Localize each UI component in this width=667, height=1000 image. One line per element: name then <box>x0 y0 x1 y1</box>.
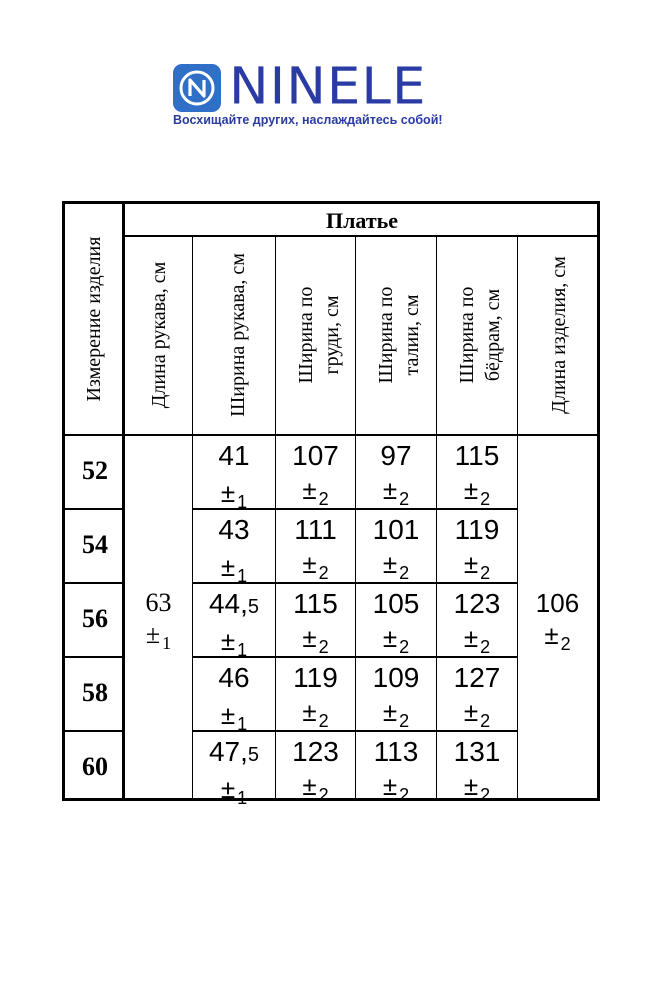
column-header-hips-width <box>454 229 506 441</box>
cell-tolerance: 2 <box>318 563 329 583</box>
plus-minus-sign: ± <box>463 697 479 727</box>
product-length-tolerance: 2 <box>560 634 571 654</box>
size-label: 52 <box>82 456 108 485</box>
product-length-value: 106 <box>535 588 580 618</box>
cell-value: 131 <box>453 736 501 767</box>
chest-cell <box>276 513 355 584</box>
plus-minus-sign: ± <box>382 549 398 579</box>
cell-value: 107 <box>292 440 339 471</box>
size-table <box>62 201 600 808</box>
chest-cell <box>276 587 355 658</box>
cell-tolerance: 2 <box>480 563 491 583</box>
plus-minus-sign: ± <box>463 475 479 505</box>
cell-tolerance: 2 <box>399 563 410 583</box>
plus-minus-sign: ± <box>382 475 398 505</box>
cell-tolerance: 1 <box>237 640 248 660</box>
hips-cell <box>437 439 517 510</box>
plus-minus-sign: ± <box>463 549 479 579</box>
column-header-hips-text: Ширина по бёдрам, см <box>456 286 504 384</box>
cell-value: 47, <box>208 736 248 767</box>
sleeve-length-value: 63 <box>145 588 172 617</box>
cell-tolerance: 1 <box>237 566 248 586</box>
plus-minus-sign: ± <box>220 478 236 508</box>
plus-minus-sign: ± <box>220 700 236 730</box>
hips-cell <box>437 661 517 732</box>
cell-value: 97 <box>380 440 412 471</box>
cell-value: 127 <box>453 662 501 693</box>
sleeve-length-tolerance: 1 <box>162 633 172 653</box>
sleeve-width-cell <box>193 439 275 513</box>
cell-tolerance: 2 <box>399 637 410 657</box>
waist-cell <box>356 513 436 584</box>
cell-value: 119 <box>454 514 500 545</box>
waist-cell <box>356 735 436 806</box>
cell-tolerance: 2 <box>399 785 410 805</box>
plus-minus-sign: ± <box>220 626 236 656</box>
plus-minus-sign: ± <box>302 549 317 579</box>
plus-minus-sign: ± <box>382 771 398 801</box>
brand-tagline: Восхищайте других, наслаждайтесь собой! <box>173 113 443 127</box>
plus-minus-sign: ± <box>382 697 398 727</box>
column-header-product-length: Длина изделия, см <box>548 256 570 414</box>
chest-cell <box>276 735 355 806</box>
cell-tolerance: 1 <box>237 788 248 808</box>
cell-value-decimal: 5 <box>247 744 260 766</box>
cell-value: 109 <box>372 662 420 693</box>
cell-value: 123 <box>292 736 339 767</box>
cell-tolerance: 2 <box>399 489 410 509</box>
hips-cell <box>437 513 517 584</box>
cell-value: 115 <box>293 588 338 619</box>
cell-value: 41 <box>218 440 250 471</box>
plus-minus-sign: ± <box>302 623 317 653</box>
plus-minus-sign: ± <box>463 623 479 653</box>
waist-cell <box>356 439 436 510</box>
plus-minus-sign: ± <box>544 620 559 650</box>
sleeve-length-cell <box>125 587 192 653</box>
cell-tolerance: 2 <box>318 785 329 805</box>
plus-minus-sign: ± <box>302 771 317 801</box>
brand-logo <box>173 58 503 116</box>
cell-tolerance: 1 <box>237 492 248 512</box>
sleeve-width-cell <box>193 513 275 587</box>
size-label: 56 <box>82 604 108 633</box>
cell-tolerance: 2 <box>318 711 329 731</box>
cell-value: 46 <box>218 662 250 693</box>
cell-value: 105 <box>372 588 420 619</box>
cell-tolerance: 2 <box>480 637 491 657</box>
size-label: 58 <box>82 678 108 707</box>
cell-tolerance: 2 <box>399 711 410 731</box>
cell-value: 119 <box>293 662 338 693</box>
plus-minus-sign: ± <box>463 771 479 801</box>
size-label: 54 <box>82 530 108 559</box>
row-header-label: Измерение изделия <box>83 236 105 402</box>
cell-value: 44, <box>208 588 248 619</box>
sleeve-width-cell <box>193 587 275 661</box>
waist-cell <box>356 587 436 658</box>
cell-value: 115 <box>454 440 500 471</box>
column-header-sleeve-width: Ширина рукава, см <box>227 253 249 417</box>
waist-cell <box>356 661 436 732</box>
cell-value-decimal: 5 <box>247 596 260 618</box>
brand-name: NINELE <box>229 58 427 116</box>
cell-tolerance: 1 <box>237 714 248 734</box>
hips-cell <box>437 735 517 806</box>
cell-value: 123 <box>453 588 501 619</box>
column-header-waist-width <box>373 229 425 441</box>
sleeve-width-cell <box>193 735 275 809</box>
column-header-sleeve-length: Длина рукава, см <box>148 261 170 409</box>
plus-minus-sign: ± <box>220 774 236 804</box>
column-header-chest-width <box>293 229 345 441</box>
cell-value: 111 <box>294 514 337 545</box>
plus-minus-sign: ± <box>220 552 236 582</box>
hips-cell <box>437 587 517 658</box>
group-title: Платье <box>325 208 399 233</box>
cell-tolerance: 2 <box>318 489 329 509</box>
cell-value: 113 <box>373 736 419 767</box>
column-header-waist-text: Ширина по талии, см <box>375 286 423 384</box>
sleeve-width-cell <box>193 661 275 735</box>
plus-minus-sign: ± <box>302 697 317 727</box>
plus-minus-sign: ± <box>382 623 398 653</box>
cell-tolerance: 2 <box>318 637 329 657</box>
column-header-chest-text: Ширина по груди, см <box>295 286 343 384</box>
plus-minus-sign: ± <box>145 620 161 649</box>
product-length-cell <box>518 587 597 654</box>
chest-cell <box>276 661 355 732</box>
cell-tolerance: 2 <box>480 785 491 805</box>
cell-tolerance: 2 <box>480 489 491 509</box>
cell-tolerance: 2 <box>480 711 491 731</box>
size-label: 60 <box>82 752 108 781</box>
cell-value: 101 <box>372 514 420 545</box>
n-square-logo-icon <box>173 64 221 112</box>
plus-minus-sign: ± <box>302 475 317 505</box>
chest-cell <box>276 439 355 510</box>
cell-value: 43 <box>218 514 250 545</box>
